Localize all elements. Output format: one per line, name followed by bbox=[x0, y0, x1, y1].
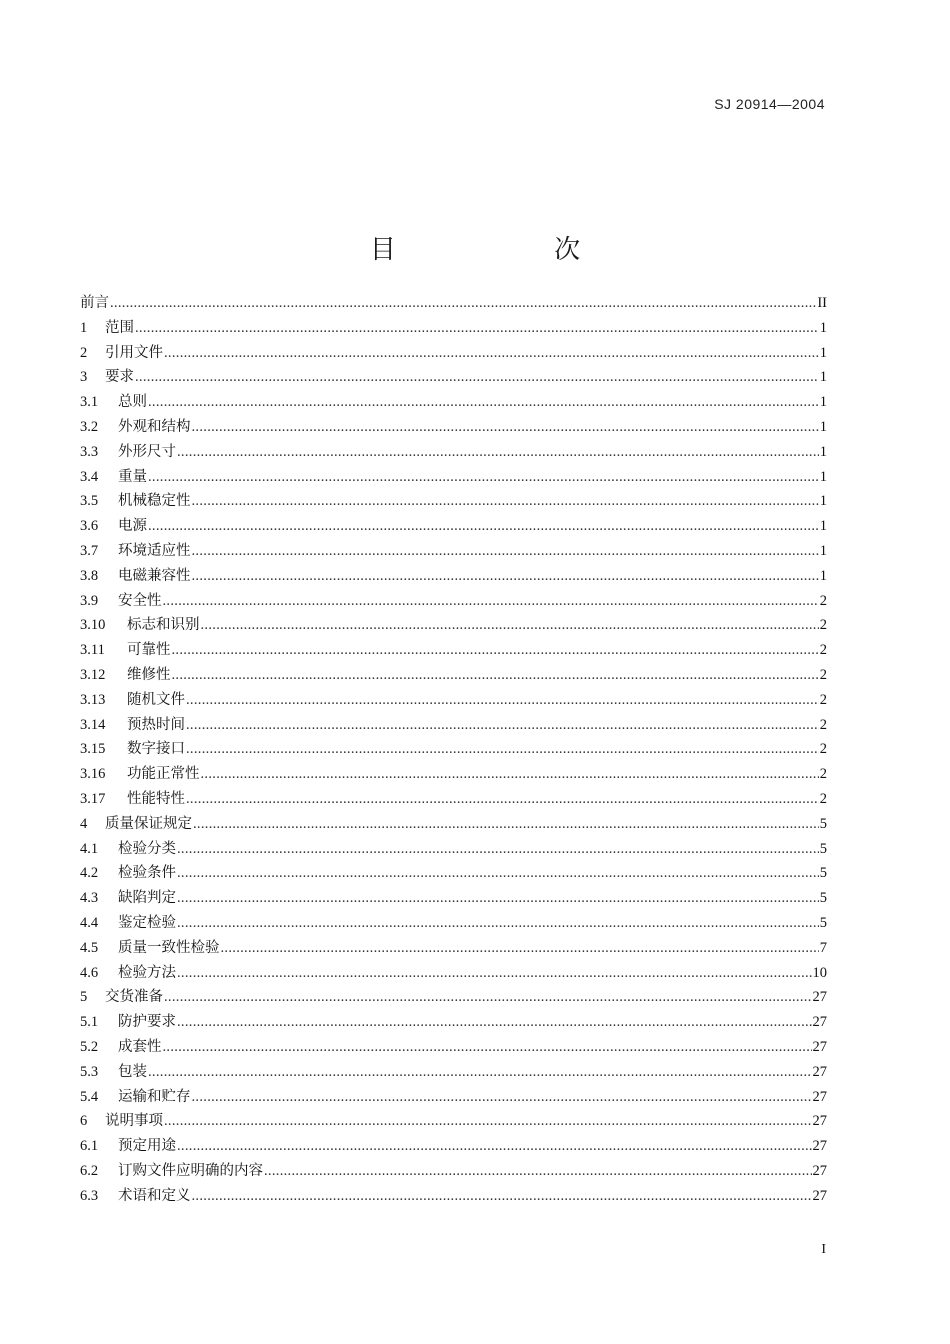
toc-entry-page: 2 bbox=[819, 716, 827, 733]
toc-dot-leader bbox=[164, 341, 819, 366]
toc-entry-page: 27 bbox=[812, 1162, 827, 1179]
toc-entry[interactable] bbox=[80, 1085, 827, 1110]
toc-entry-page: 27 bbox=[812, 1138, 827, 1155]
toc-entry-page: 2 bbox=[819, 790, 827, 807]
toc-entry-label: 预热时间 bbox=[127, 716, 185, 733]
toc-dot-leader bbox=[148, 465, 819, 490]
toc-entry-page: 1 bbox=[819, 567, 827, 584]
toc-entry-label: 重量 bbox=[118, 468, 147, 485]
toc-entry-number: 3.2 bbox=[80, 418, 99, 435]
toc-title: 目 次 bbox=[369, 235, 656, 266]
toc-entry[interactable] bbox=[80, 291, 827, 316]
toc-dot-leader bbox=[264, 1159, 812, 1184]
toc-entry-number: 6.2 bbox=[80, 1162, 99, 1179]
toc-entry[interactable] bbox=[80, 911, 827, 936]
toc-dot-leader bbox=[148, 390, 819, 415]
toc-entry-page: 1 bbox=[819, 369, 827, 386]
toc-entry-page: 5 bbox=[819, 890, 827, 907]
toc-dot-leader bbox=[192, 539, 819, 564]
toc-entry-number: 6 bbox=[80, 1113, 88, 1130]
toc-entry-number: 5 bbox=[80, 989, 88, 1006]
toc-entry[interactable] bbox=[80, 1134, 827, 1159]
toc-entry-label: 说明事项 bbox=[105, 1113, 163, 1130]
toc-entry-number: 4.5 bbox=[80, 939, 99, 956]
toc-dot-leader bbox=[148, 1060, 812, 1085]
toc-dot-leader bbox=[192, 1085, 812, 1110]
toc-entry-page: 1 bbox=[819, 418, 827, 435]
toc-dot-leader bbox=[135, 316, 819, 341]
toc-entry[interactable] bbox=[80, 341, 827, 366]
toc-entry-number: 6.3 bbox=[80, 1187, 99, 1204]
toc-entry-label: 交货准备 bbox=[105, 989, 163, 1006]
toc-entry-page: 1 bbox=[819, 443, 827, 460]
toc-entry-label: 订购文件应明确的内容 bbox=[118, 1162, 263, 1179]
toc-entry[interactable] bbox=[80, 886, 827, 911]
toc-entry[interactable] bbox=[80, 663, 827, 688]
toc-dot-leader bbox=[186, 737, 819, 762]
toc-entry-number: 4.3 bbox=[80, 890, 99, 907]
toc-entry-page: 2 bbox=[819, 642, 827, 659]
toc-entry[interactable] bbox=[80, 589, 827, 614]
toc-entry-number: 3.4 bbox=[80, 468, 99, 485]
toc-dot-leader bbox=[186, 713, 819, 738]
toc-entry-number: 3.8 bbox=[80, 567, 99, 584]
toc-entry-number: 3.1 bbox=[80, 394, 99, 411]
toc-entry-page: 1 bbox=[819, 518, 827, 535]
toc-dot-leader bbox=[177, 886, 819, 911]
table-of-contents bbox=[80, 291, 827, 1208]
toc-dot-leader bbox=[221, 936, 819, 961]
toc-entry[interactable] bbox=[80, 440, 827, 465]
toc-dot-leader bbox=[177, 961, 812, 986]
toc-entry-page: 7 bbox=[819, 939, 827, 956]
toc-entry-page: 27 bbox=[812, 1187, 827, 1204]
toc-dot-leader bbox=[177, 861, 819, 886]
toc-entry-number: 4.1 bbox=[80, 840, 99, 857]
toc-entry-label: 质量一致性检验 bbox=[118, 939, 220, 956]
toc-entry-page: 27 bbox=[812, 1063, 827, 1080]
toc-entry-label: 范围 bbox=[105, 319, 134, 336]
toc-entry-number: 3.14 bbox=[80, 716, 106, 733]
toc-entry-number: 3.6 bbox=[80, 518, 99, 535]
toc-entry-page: 27 bbox=[812, 1038, 827, 1055]
toc-entry-number: 1 bbox=[80, 319, 88, 336]
toc-entry[interactable] bbox=[80, 415, 827, 440]
toc-entry-number: 5.4 bbox=[80, 1088, 99, 1105]
toc-dot-leader bbox=[164, 1109, 812, 1134]
toc-dot-leader bbox=[177, 1010, 812, 1035]
toc-dot-leader bbox=[201, 762, 819, 787]
toc-entry-number: 4.2 bbox=[80, 865, 99, 882]
toc-entry-label: 标志和识别 bbox=[127, 617, 200, 634]
toc-entry-page: 10 bbox=[812, 964, 827, 981]
toc-entry-page: 2 bbox=[819, 691, 827, 708]
toc-entry-label: 总则 bbox=[118, 394, 147, 411]
toc-entry[interactable] bbox=[80, 365, 827, 390]
toc-dot-leader bbox=[192, 564, 819, 589]
toc-dot-leader bbox=[110, 291, 816, 316]
toc-dot-leader bbox=[135, 365, 819, 390]
toc-entry-label: 电磁兼容性 bbox=[118, 567, 191, 584]
toc-entry[interactable] bbox=[80, 390, 827, 415]
toc-entry-page: 1 bbox=[819, 319, 827, 336]
toc-entry-label: 成套性 bbox=[118, 1038, 162, 1055]
toc-entry-number: 6.1 bbox=[80, 1138, 99, 1155]
toc-entry-label: 性能特性 bbox=[127, 790, 185, 807]
toc-entry[interactable] bbox=[80, 638, 827, 663]
toc-dot-leader bbox=[163, 589, 819, 614]
toc-entry-label: 安全性 bbox=[118, 592, 162, 609]
toc-entry-label: 环境适应性 bbox=[118, 542, 191, 559]
toc-dot-leader bbox=[192, 489, 819, 514]
toc-entry-page: 27 bbox=[812, 989, 827, 1006]
toc-entry[interactable] bbox=[80, 564, 827, 589]
toc-entry[interactable] bbox=[80, 1159, 827, 1184]
toc-entry-page: 1 bbox=[819, 468, 827, 485]
toc-entry-page: 1 bbox=[819, 493, 827, 510]
toc-entry-number: 5.3 bbox=[80, 1063, 99, 1080]
toc-entry-page: II bbox=[817, 295, 827, 311]
toc-entry[interactable] bbox=[80, 713, 827, 738]
toc-entry-number: 3 bbox=[80, 369, 88, 386]
toc-dot-leader bbox=[192, 415, 819, 440]
toc-entry-number: 3.16 bbox=[80, 766, 106, 783]
page-number: I bbox=[821, 1242, 826, 1257]
toc-entry-page: 5 bbox=[819, 914, 827, 931]
toc-entry[interactable] bbox=[80, 812, 827, 837]
toc-dot-leader bbox=[172, 663, 819, 688]
toc-entry-label: 检验方法 bbox=[118, 964, 176, 981]
toc-entry[interactable] bbox=[80, 762, 827, 787]
toc-entry-label: 鉴定检验 bbox=[118, 914, 176, 931]
toc-dot-leader bbox=[192, 1184, 812, 1209]
toc-entry-number: 3.5 bbox=[80, 493, 99, 510]
toc-dot-leader bbox=[172, 638, 819, 663]
toc-entry-label: 功能正常性 bbox=[127, 766, 200, 783]
toc-entry[interactable] bbox=[80, 489, 827, 514]
toc-entry-page: 27 bbox=[812, 1088, 827, 1105]
toc-entry[interactable] bbox=[80, 688, 827, 713]
toc-entry[interactable] bbox=[80, 1060, 827, 1085]
toc-entry[interactable] bbox=[80, 1035, 827, 1060]
toc-entry-page: 2 bbox=[819, 617, 827, 634]
toc-entry-number: 5.1 bbox=[80, 1014, 99, 1031]
toc-dot-leader bbox=[148, 514, 819, 539]
toc-entry[interactable] bbox=[80, 1109, 827, 1134]
toc-dot-leader bbox=[177, 440, 819, 465]
toc-entry[interactable] bbox=[80, 613, 827, 638]
toc-entry[interactable] bbox=[80, 539, 827, 564]
toc-entry[interactable] bbox=[80, 985, 827, 1010]
toc-entry[interactable] bbox=[80, 837, 827, 862]
toc-entry-label: 防护要求 bbox=[118, 1014, 176, 1031]
toc-entry-number: 5.2 bbox=[80, 1038, 99, 1055]
toc-dot-leader bbox=[177, 837, 819, 862]
toc-entry-label: 电源 bbox=[118, 518, 147, 535]
toc-entry-label: 预定用途 bbox=[118, 1138, 176, 1155]
toc-entry-page: 5 bbox=[819, 865, 827, 882]
toc-entry[interactable] bbox=[80, 787, 827, 812]
toc-entry-label: 要求 bbox=[105, 369, 134, 386]
toc-dot-leader bbox=[186, 688, 819, 713]
toc-entry-label: 前言 bbox=[80, 295, 109, 311]
toc-entry-number: 3.3 bbox=[80, 443, 99, 460]
toc-entry-label: 外形尺寸 bbox=[118, 443, 176, 460]
toc-entry-label: 数字接口 bbox=[127, 741, 185, 758]
toc-entry-number: 2 bbox=[80, 344, 88, 361]
toc-entry-number: 3.13 bbox=[80, 691, 106, 708]
toc-entry[interactable] bbox=[80, 961, 827, 986]
toc-entry-label: 运输和贮存 bbox=[118, 1088, 191, 1105]
toc-entry-label: 术语和定义 bbox=[118, 1187, 191, 1204]
toc-entry-number: 4.6 bbox=[80, 964, 99, 981]
toc-entry-number: 3.10 bbox=[80, 617, 106, 634]
toc-entry-label: 可靠性 bbox=[127, 642, 171, 659]
toc-entry-number: 3.12 bbox=[80, 666, 106, 683]
toc-entry-label: 外观和结构 bbox=[118, 418, 191, 435]
toc-entry[interactable] bbox=[80, 861, 827, 886]
toc-entry-label: 缺陷判定 bbox=[118, 890, 176, 907]
toc-dot-leader bbox=[177, 1134, 812, 1159]
toc-entry[interactable] bbox=[80, 514, 827, 539]
toc-entry-label: 包装 bbox=[118, 1063, 147, 1080]
toc-entry-number: 3.15 bbox=[80, 741, 106, 758]
toc-dot-leader bbox=[201, 613, 819, 638]
toc-entry-page: 5 bbox=[819, 815, 827, 832]
toc-entry[interactable] bbox=[80, 465, 827, 490]
toc-entry-label: 检验条件 bbox=[118, 865, 176, 882]
toc-entry[interactable] bbox=[80, 1184, 827, 1209]
toc-entry-page: 2 bbox=[819, 766, 827, 783]
toc-dot-leader bbox=[193, 812, 819, 837]
toc-dot-leader bbox=[163, 1035, 812, 1060]
toc-entry-page: 1 bbox=[819, 542, 827, 559]
toc-entry[interactable] bbox=[80, 1010, 827, 1035]
toc-entry[interactable] bbox=[80, 316, 827, 341]
toc-entry-page: 27 bbox=[812, 1014, 827, 1031]
toc-entry-page: 2 bbox=[819, 741, 827, 758]
toc-entry-label: 随机文件 bbox=[127, 691, 185, 708]
toc-entry-page: 1 bbox=[819, 394, 827, 411]
toc-entry-label: 维修性 bbox=[127, 666, 171, 683]
toc-entry-page: 2 bbox=[819, 666, 827, 683]
toc-entry-page: 27 bbox=[812, 1113, 827, 1130]
toc-entry-number: 3.17 bbox=[80, 790, 106, 807]
toc-entry[interactable] bbox=[80, 737, 827, 762]
toc-entry-label: 质量保证规定 bbox=[105, 815, 192, 832]
toc-dot-leader bbox=[177, 911, 819, 936]
toc-entry-page: 1 bbox=[819, 344, 827, 361]
toc-entry-number: 4.4 bbox=[80, 914, 99, 931]
document-code: SJ 20914—2004 bbox=[714, 96, 825, 112]
toc-dot-leader bbox=[164, 985, 812, 1010]
toc-entry-label: 机械稳定性 bbox=[118, 493, 191, 510]
toc-dot-leader bbox=[186, 787, 819, 812]
toc-entry-page: 2 bbox=[819, 592, 827, 609]
toc-entry-number: 3.11 bbox=[80, 642, 105, 659]
toc-entry-number: 3.7 bbox=[80, 542, 99, 559]
toc-entry-number: 3.9 bbox=[80, 592, 99, 609]
toc-entry-page: 5 bbox=[819, 840, 827, 857]
toc-entry[interactable] bbox=[80, 936, 827, 961]
toc-entry-number: 4 bbox=[80, 815, 88, 832]
toc-entry-label: 检验分类 bbox=[118, 840, 176, 857]
toc-entry-label: 引用文件 bbox=[105, 344, 163, 361]
